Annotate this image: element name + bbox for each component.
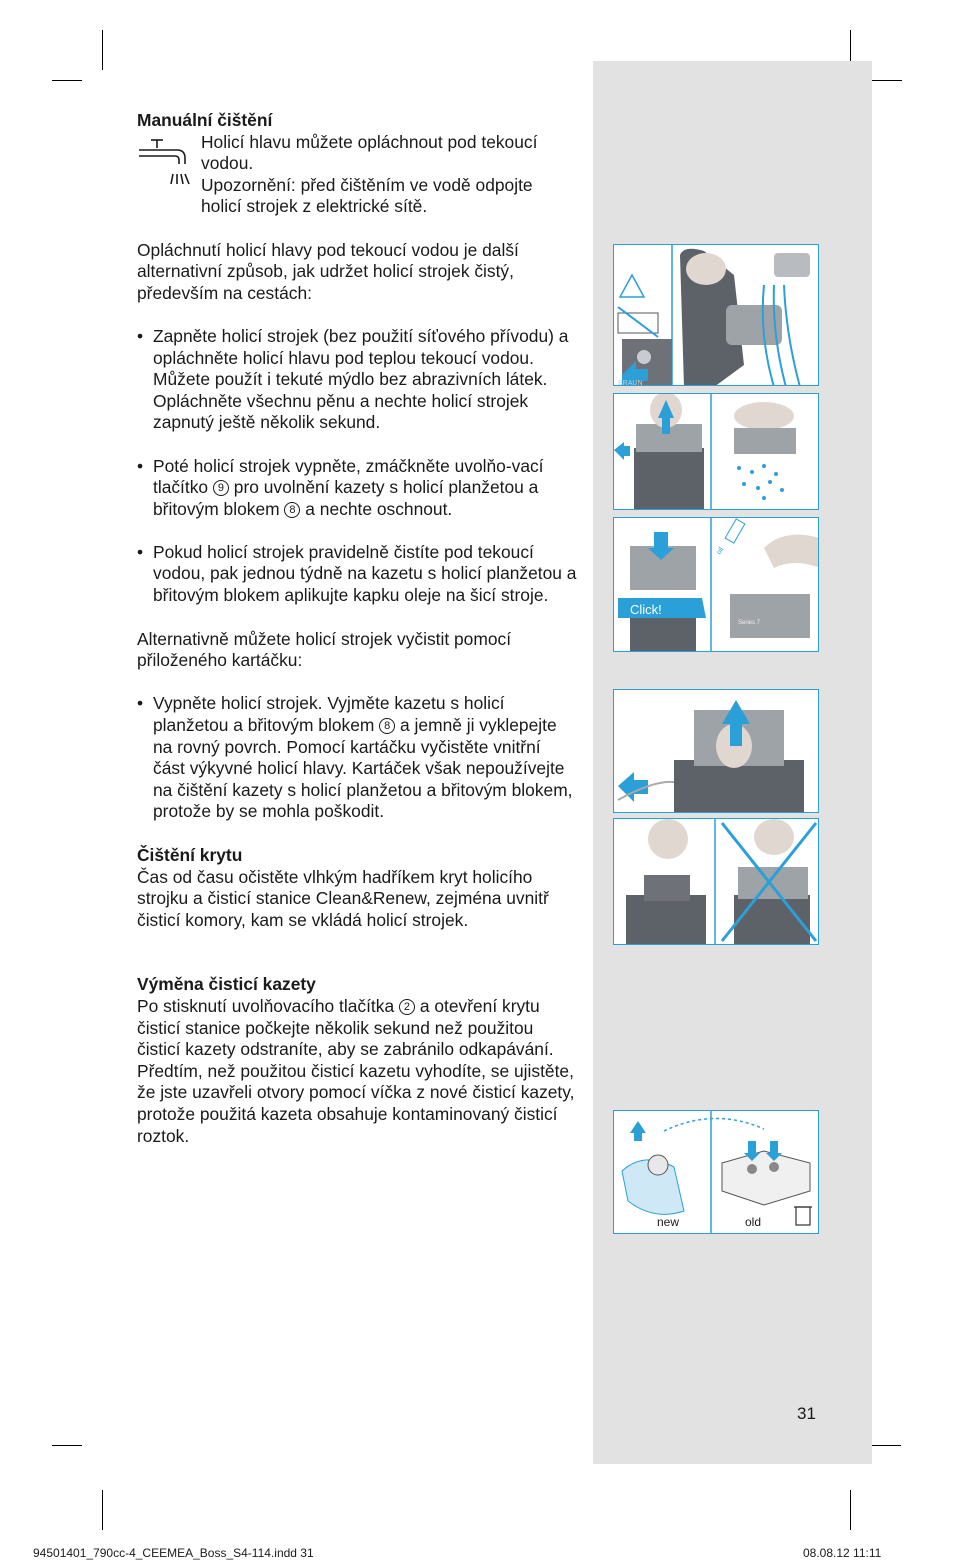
manual-cleaning-heading: Manuální čištění (137, 110, 273, 130)
rinse-illustration (614, 245, 819, 386)
crop-mark (102, 1490, 103, 1530)
paragraph-text: a otevření krytu čisticí stanice počkejte několik sekund než použitou čisticí kazety odstraníte, aby se zabránilo odkapávání. (137, 995, 554, 1060)
crop-mark (867, 1445, 901, 1446)
crop-mark (52, 80, 82, 81)
list-item (137, 693, 577, 823)
step-text: Pokud holicí strojek pravidelně čistíte pod tekoucí vodou, pak jednou týdně na kazetu s holicí planžetou a břitovým blokem aplikujte kapku oleje na šicí stroje. (153, 541, 577, 606)
page-number: 31 (797, 1404, 816, 1423)
release-button-number: 9 (213, 480, 229, 496)
faucet-icon (137, 134, 193, 194)
oil-label: oil (715, 546, 726, 556)
step-text: pro uvolnění kazety s holicí planžetou a břitovým blokem (153, 477, 539, 519)
new-cartridge-label: new (657, 1215, 680, 1229)
figure-brush-cleaning (613, 818, 819, 945)
brush-steps (137, 693, 577, 823)
cartridge-illustration (614, 1111, 819, 1234)
list-item (137, 456, 577, 521)
step-text: Vypněte holicí strojek. Vyjměte kazetu s holicí planžetou a břitovým blokem (153, 693, 505, 736)
step-text: a jemně ji vyklepejte na rovný povrch. Pomocí kartáčku vyčistěte vnitřní část výkyvné holicí hlavy. Kartáček však nepoužívejte na čištění kazety s holicí planžetou a břitovým blokem, protože by se mohla poškodit. (153, 715, 573, 822)
click-label: Click! (630, 602, 662, 617)
figure-cartridge-replacement (613, 1110, 819, 1234)
cassette-number: 8 (284, 502, 300, 518)
figure-oil-and-click (613, 517, 819, 652)
rinse-steps (137, 326, 577, 607)
figure-remove-cassette (613, 689, 819, 813)
list-item (137, 326, 577, 434)
paragraph-text: Po stisknutí uvolňovacího tlačítka (137, 995, 395, 1016)
housing-cleaning-text: Čas od času očistěte vlhkým hadříkem kryt holicího strojku a čisticí stanice Clean&Renew, zejména uvnitř čisticí komory, kam se vkládá holicí strojek. (137, 866, 549, 930)
cartridge-replacement-heading: Výměna čisticí kazety (137, 974, 316, 995)
housing-cleaning-heading: Čištění krytu (137, 845, 243, 865)
step-text: Poté holicí strojek vypněte, zmáčkněte uvolňo-vací tlačítko (153, 455, 544, 498)
step-text: Zapněte holicí strojek (bez použití síťového přívodu) a opláchněte holicí hlavu pod teplou tekoucí vodou. Můžete použít i tekuté mýdlo bez abrazivních látek. Opláchněte všechnu pěnu a nechte holicí strojek zapnutý ještě několik sekund. (153, 325, 569, 433)
remove-cassette-illustration (614, 690, 819, 813)
figure-release-cassette (613, 393, 819, 510)
series-label: Series 7 (738, 620, 761, 626)
oil-illustration (614, 518, 819, 652)
footer-file-info: 94501401_790cc-4_CEEMEA_Boss_S4-114.indd 31 (33, 1546, 314, 1560)
figure-rinse-under-tap (613, 244, 819, 386)
crop-mark (52, 1445, 82, 1446)
footer-date: 08.08.12 11:11 (803, 1546, 882, 1560)
release-illustration (614, 394, 819, 510)
text-column (137, 110, 577, 1147)
step-text: a nechte oschnout. (305, 498, 453, 519)
cassette-number: 8 (379, 718, 395, 734)
release-button-number: 2 (399, 999, 415, 1015)
rinse-note (137, 132, 577, 218)
crop-mark (870, 80, 902, 81)
old-cartridge-label: old (745, 1215, 762, 1229)
rinse-intro: Holicí hlavu můžete opláchnout pod tekoucí vodou. (201, 131, 538, 174)
cartridge-replacement-text-1 (137, 996, 577, 1061)
rinse-warning: Upozornění: před čištěním ve vodě odpojte holicí strojek z elektrické sítě. (201, 174, 533, 217)
brand-label: BRAUN (618, 380, 643, 386)
crop-mark (102, 30, 103, 70)
brush-illustration (614, 819, 819, 945)
cartridge-replacement-text-2: Předtím, než použitou čisticí kazetu vyhodíte, se ujistěte, že jste uzavřeli otvory pomocí víčka z nové čisticí kazety, protože použitá kazeta obsahuje kontaminovaný čisticí roztok. (137, 1060, 575, 1146)
crop-mark (850, 1490, 851, 1530)
rinse-lead: Opláchnutí holicí hlavy pod tekoucí vodou je další alternativní způsob, jak udržet holicí strojek čistý, především na cestách: (137, 239, 519, 303)
brush-lead: Alternativně můžete holicí strojek vyčistit pomocí přiloženého kartáčku: (137, 628, 512, 671)
list-item (137, 542, 577, 607)
